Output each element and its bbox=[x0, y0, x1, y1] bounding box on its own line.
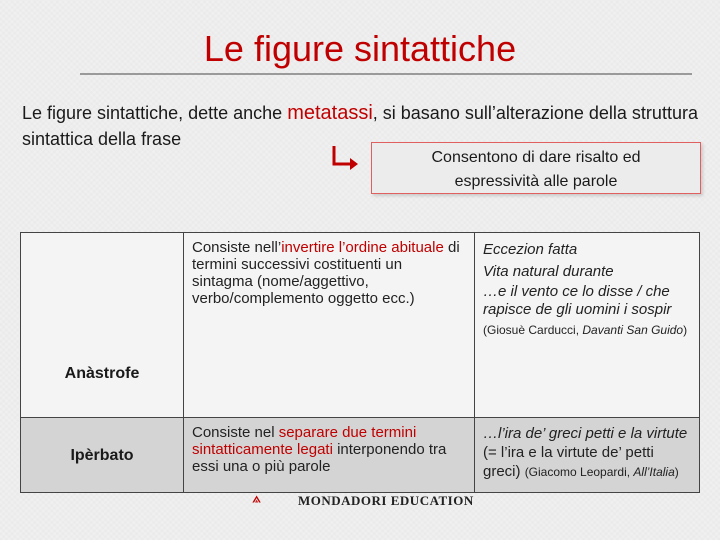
def-highlight: invertire l’ordine abituale bbox=[281, 239, 444, 256]
example-source bbox=[483, 319, 691, 341]
example-cell bbox=[475, 233, 700, 418]
definition-cell bbox=[184, 233, 475, 418]
def-text-rest: di termini successivi costituenti un sintagma (nome/aggettivo, verbo/complemento oggetto ecc.) bbox=[192, 239, 460, 307]
table-row bbox=[21, 233, 700, 418]
def-highlight: separare due termini sintatticamente legati bbox=[192, 424, 417, 458]
example-line: Vita natural durante bbox=[483, 263, 614, 280]
example-cell bbox=[475, 418, 700, 493]
example-paraphrase: (= l’ira e la virtute de’ petti greci) bbox=[483, 444, 654, 480]
example-line: Eccezion fatta bbox=[483, 241, 578, 258]
arrow-down-right-icon bbox=[330, 142, 362, 170]
source-work: Davanti San Guido bbox=[582, 323, 684, 337]
source-close: ) bbox=[683, 323, 688, 337]
logo-text: MONDADORI EDUCATION bbox=[298, 493, 474, 508]
source-author: (Giosuè Carducci, bbox=[483, 323, 583, 337]
callout-box bbox=[371, 142, 701, 194]
example-line: …e il vento ce lo disse / che rapisce de gli uomini i sospir bbox=[483, 283, 672, 318]
source-work: All’Italia bbox=[633, 465, 675, 479]
page-title: Le figure sintattiche bbox=[203, 28, 517, 69]
def-text: Consiste nel bbox=[192, 424, 279, 441]
def-text: Consiste nell’ bbox=[192, 239, 282, 256]
figures-table bbox=[20, 232, 700, 493]
example-text: …l’ira de’ greci petti e la virtute bbox=[483, 425, 688, 442]
callout-line-1: Consentono di dare risalto ed bbox=[431, 149, 641, 166]
term-cell bbox=[21, 233, 184, 418]
title-divider bbox=[80, 73, 692, 75]
source-close: ) bbox=[674, 465, 679, 479]
def-text-rest: interponendo tra essi una o più parole bbox=[192, 441, 447, 475]
callout-line-2: espressività alle parole bbox=[454, 173, 618, 190]
source-author: (Giacomo Leopardi, bbox=[524, 465, 634, 479]
definition-cell bbox=[184, 418, 475, 493]
intro-keyword: metatassi bbox=[287, 102, 373, 124]
intro-after: , si basano sull’alterazione della struttura sintattica della frase bbox=[22, 103, 698, 149]
example-source bbox=[525, 465, 679, 479]
term-anastrofe: Anàstrofe bbox=[64, 365, 140, 382]
table-row bbox=[21, 418, 700, 493]
term-iperbato: Ipèrbato bbox=[70, 447, 134, 464]
mondadori-logo bbox=[252, 480, 298, 518]
intro-before: Le figure sintattiche, dette anche bbox=[22, 103, 288, 123]
term-cell bbox=[21, 418, 184, 493]
